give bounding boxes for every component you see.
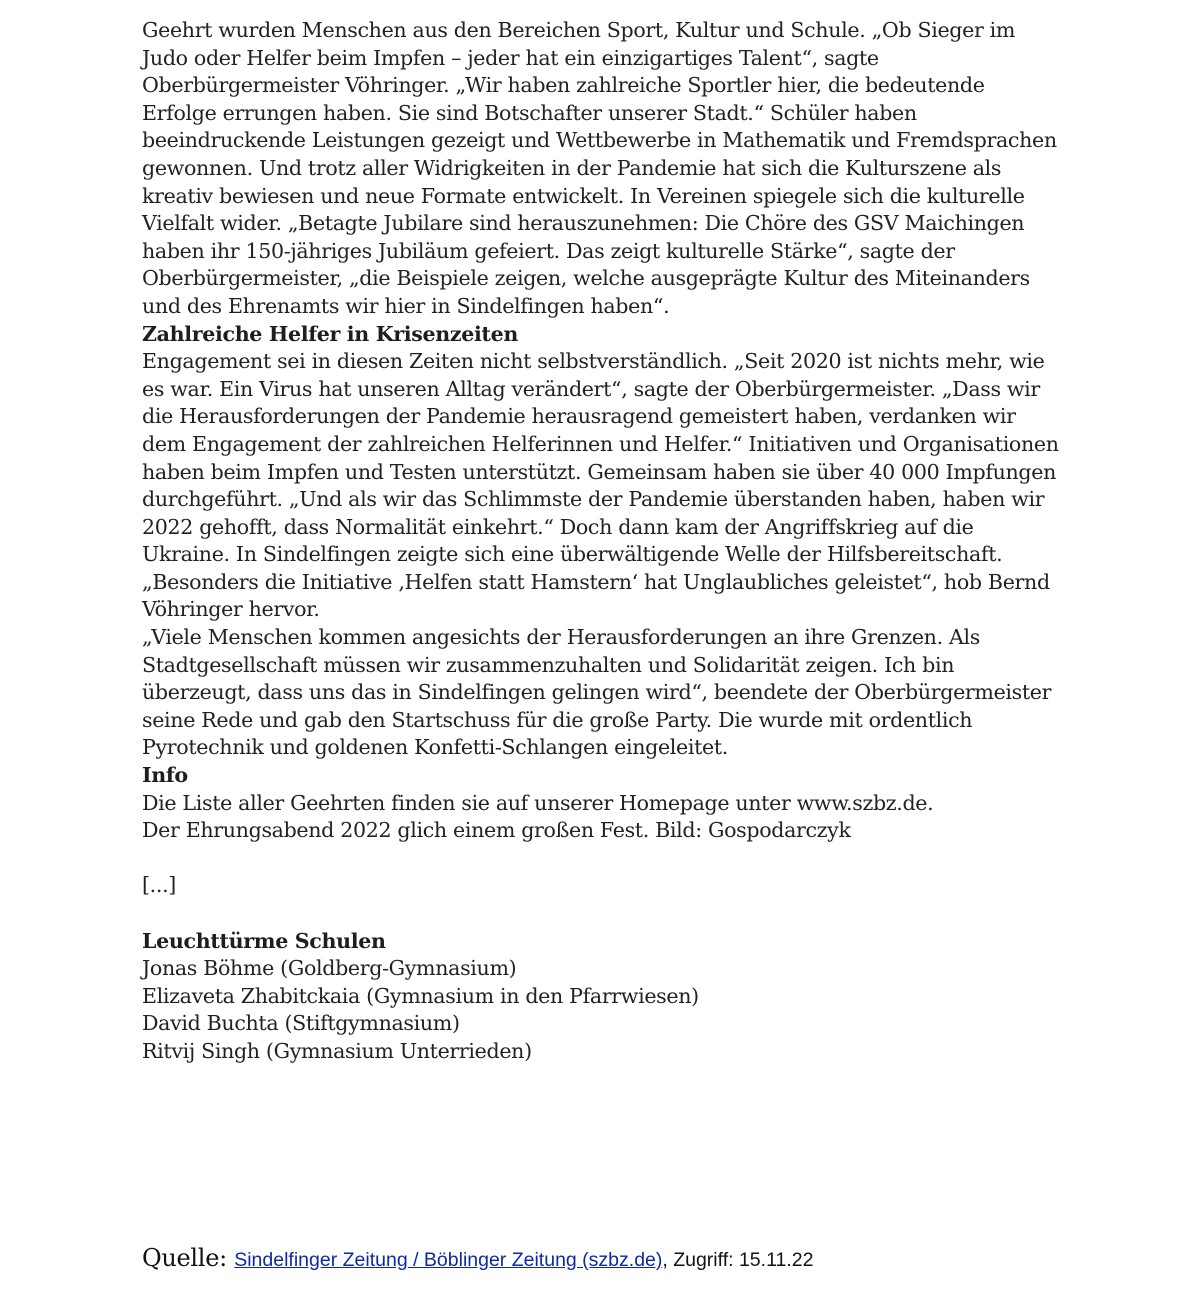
access-date: , Zugriff: 15.11.22 xyxy=(662,1249,814,1271)
article-paragraph: Engagement sei in diesen Zeiten nicht selbstverständlich. „Seit 2020 ist nichts mehr, wie es war. Ein Virus hat unseren Alltag verändert“, sagte der Oberbürgermeister. „Dass wir die Herausforderungen der Pandemie herausragend gemeistert haben, verdanken wir dem Engagement der zahlreichen Helferinnen und Helfer.“ Initiativen und Organisationen haben beim Impfen und Testen unterstützt. Gemeinsam haben sie über 40 000 Impfungen durchgeführt. „Und als wir das Schlimmste der Pandemie überstanden haben, haben wir 2022 gehofft, dass Normalität einkehrt.“ Doch dann kam der Angriffskrieg auf die Ukraine. In Sindelfingen zeigte sich eine überwältigende Welle der Hilfsbereitschaft. xyxy=(142,349,1059,567)
spacer xyxy=(142,845,1062,873)
list-item: Jonas Böhme (Goldberg-Gymnasium) xyxy=(142,956,517,981)
list-item: Elizaveta Zhabitckaia (Gymnasium in den Pfarrwiesen) xyxy=(142,983,699,1008)
article-paragraph: Geehrt wurden Menschen aus den Bereichen Sport, Kultur und Schule. „Ob Sieger im Judo oder Helfer beim Impfen – jeder hat ein einzigartiges Talent“, sagte Oberbürgermeister Vöhringer. „Wir haben zahlreiche Sportler hier, die bedeutende Erfolge errungen haben. Sie sind Botschafter unserer Stadt.“ Schüler haben beeindruckende Leistungen gezeigt und Wettbewerbe in Mathematik und Fremdsprachen gewonnen. Und trotz aller Widrigkeiten in der Pandemie hat sich die Kulturszene als kreativ bewiesen und neue Formate entwickelt. In Vereinen spiegele sich die kulturelle Vielfalt wider. „Betagte Jubilare sind herauszunehmen: Die Chöre des GSV Maichingen haben ihr 150-jähriges Jubiläum gefeiert. Das zeigt kulturelle Stärke“, sagte der Oberbürgermeister, „die Beispiele zeigen, welche ausgeprägte Kultur des Miteinanders und des Ehrenamts wir hier in Sindelfingen haben“. xyxy=(142,18,1057,318)
source-link[interactable]: Sindelfinger Zeitung / Böblinger Zeitung (szbz.de) xyxy=(234,1249,663,1271)
section-heading: Zahlreiche Helfer in Krisenzeiten xyxy=(142,321,518,346)
info-heading: Info xyxy=(142,763,188,788)
list-item: Ritvij Singh (Gymnasium Unterrieden) xyxy=(142,1038,532,1063)
source-label: Quelle: xyxy=(142,1244,235,1272)
article-body xyxy=(142,17,1062,1066)
info-text: Die Liste aller Geehrten finden sie auf unserer Homepage unter www.szbz.de. xyxy=(142,790,934,815)
omission-marker: [...] xyxy=(142,873,176,898)
article-paragraph: „Besonders die Initiative ‚Helfen statt Hamstern‘ hat Unglaubliches geleistet“, hob Bernd Vöhringer hervor. xyxy=(142,569,1050,622)
source-citation xyxy=(142,1244,813,1272)
list-item: David Buchta (Stiftgymnasium) xyxy=(142,1011,460,1036)
article-paragraph: „Viele Menschen kommen angesichts der Herausforderungen an ihre Grenzen. Als Stadtgesellschaft müssen wir zusammenzuhalten und Solidarität zeigen. Ich bin überzeugt, dass uns das in Sindelfingen gelingen wird“, beendete der Oberbürgermeister seine Rede und gab den Startschuss für die große Party. Die wurde mit ordentlich Pyrotechnik und goldenen Konfetti-Schlangen eingeleitet. xyxy=(142,625,1052,760)
image-caption: Der Ehrungsabend 2022 glich einem großen Fest. Bild: Gospodarczyk xyxy=(142,818,851,843)
spacer xyxy=(142,900,1062,928)
honorees-list xyxy=(142,955,1062,1065)
honorees-heading: Leuchttürme Schulen xyxy=(142,928,386,953)
